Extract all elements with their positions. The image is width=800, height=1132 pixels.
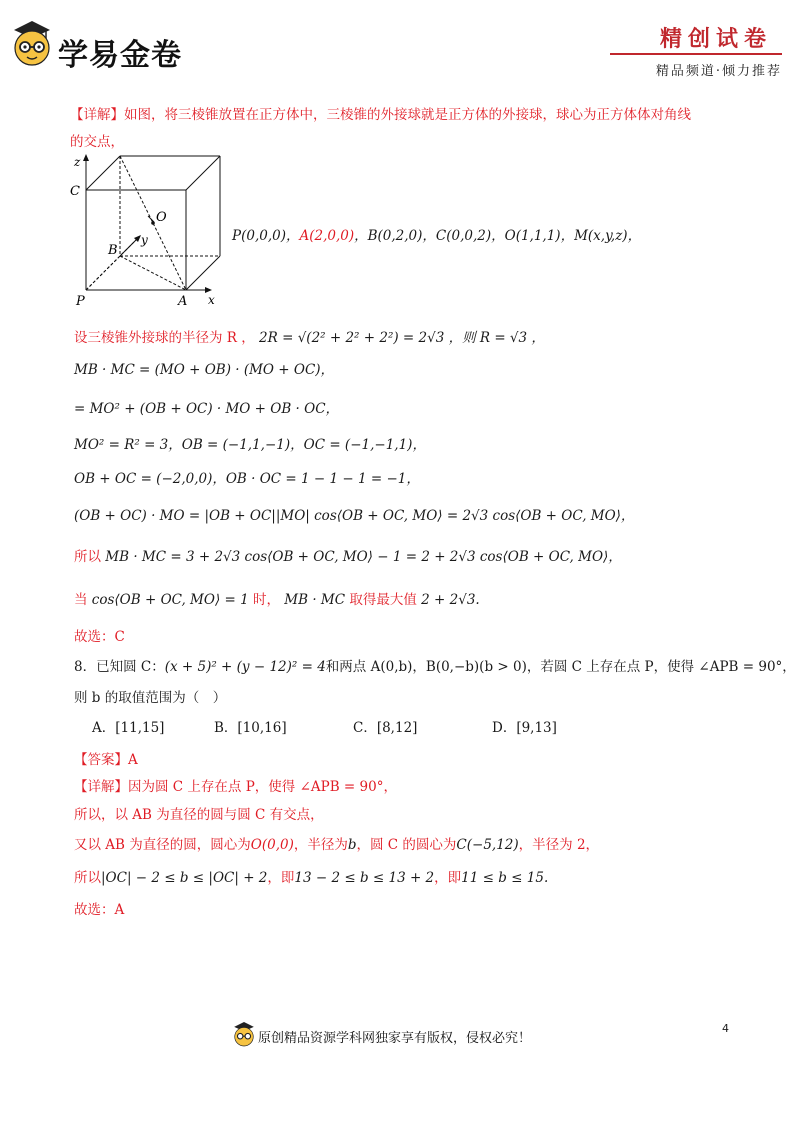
detail-2-line-2: 所以，以 AB 为直径的圆与圆 C 有交点， <box>74 807 324 823</box>
label-b: B <box>108 243 118 258</box>
q8-circle-eq: (x + 5)² + (y − 12)² = 4 <box>164 659 326 675</box>
eq10-math2: MB · MC <box>284 592 346 608</box>
d4-e: ，即 <box>434 870 462 886</box>
d3-f: C(−5,12) <box>456 837 519 853</box>
eq-line-7: OB + OC = (−2,0,0)，OB · OC = 1 − 1 − 1 = −1， <box>74 471 420 487</box>
choice-c-line: 故选：C <box>74 629 125 645</box>
option-a: A．[11,15] <box>92 720 165 736</box>
d4-c: ，即 <box>267 870 295 886</box>
d4-a: 所以 <box>74 870 101 886</box>
detail-2-line-1 <box>74 775 397 795</box>
radius-math: 2R = √(2² + 2² + 2²) = 2√3 ，则 R = √3 ， <box>259 330 545 346</box>
eq-line-5: = MO² + (OB + OC) · MO + OB · OC， <box>74 401 340 417</box>
d3-b: O(0,0) <box>250 837 294 853</box>
page-number: 4 <box>722 1022 729 1035</box>
eq10-val: 2 + 2√3. <box>421 592 480 608</box>
option-b: B．[10,16] <box>214 720 287 736</box>
option-d: D．[9,13] <box>492 720 557 736</box>
footer-copyright: 原创精品资源学科网独家享有版权，侵权必究！ <box>258 1031 532 1046</box>
detail-2-line-4 <box>74 866 548 886</box>
eq-line-8: (OB + OC) · MO = |OB + OC||MO| cos⟨OB + OC, MO⟩ = 2√3 cos⟨OB + OC, MO⟩， <box>74 508 635 524</box>
eq9-math: MB · MC = 3 + 2√3 cos⟨OB + OC, MO⟩ − 1 = 2 + 2√3 cos⟨OB + OC, MO⟩， <box>105 549 622 565</box>
brand-subtitle: 精品频道·倾力推荐 <box>655 64 782 79</box>
cube-figure <box>68 152 228 310</box>
d4-b: |OC| − 2 ≤ b ≤ |OC| + 2 <box>101 870 268 886</box>
brand-divider <box>610 53 782 55</box>
question-8 <box>74 655 796 675</box>
eq9-prefix: 所以 <box>74 549 101 565</box>
option-c: C．[8,12] <box>353 720 418 736</box>
detail-2-tag: 【详解】 <box>74 779 128 795</box>
points-line <box>232 224 641 244</box>
detail-2-line-3 <box>74 833 599 853</box>
label-p: P <box>76 294 85 309</box>
eq10-suffix: 取得最大值 <box>349 592 417 608</box>
point-p: P(0,0,0)， <box>232 228 300 244</box>
radius-line <box>74 326 545 346</box>
q8-number: 8．已知圆 C： <box>74 659 165 675</box>
logo-mascot-icon <box>10 18 54 68</box>
label-a: A <box>178 294 188 309</box>
eq-line-9 <box>74 545 622 565</box>
footer-mascot-icon <box>232 1020 256 1048</box>
detail-line-1 <box>70 103 691 123</box>
eq10-math: cos⟨OB + OC, MO⟩ = 1 <box>91 592 249 608</box>
detail-2-text: 因为圆 C 上存在点 P，使得 ∠APB = 90°， <box>128 779 397 795</box>
eq10-prefix: 当 <box>74 592 88 608</box>
eq10-mid: 时， <box>253 592 280 608</box>
d4-f: 11 ≤ b ≤ 15. <box>461 870 549 886</box>
d3-d: b <box>347 837 357 853</box>
d3-g: ，半径为 2， <box>518 837 600 853</box>
radius-text: 设三棱锥外接球的半径为 R ， <box>74 330 255 346</box>
eq-line-4: MB · MC = (MO + OB) · (MO + OC)， <box>74 362 335 378</box>
answer-line: 【答案】A <box>74 752 138 768</box>
eq-line-10 <box>74 588 480 608</box>
label-c: C <box>70 184 80 199</box>
point-a: A(2,0,0) <box>299 228 355 244</box>
detail-text: 如图，将三棱锥放置在正方体中，三棱锥的外接球就是正方体的外接球，球心为正方体体对角线 <box>124 107 691 123</box>
brand-title: 精创试卷 <box>659 26 772 52</box>
label-o: O <box>156 210 167 225</box>
d3-c: ，半径为 <box>293 837 348 853</box>
points-rest: ，B(0,2,0)，C(0,0,2)，O(1,1,1)，M(x,y,z)， <box>354 228 642 244</box>
label-y: y <box>141 233 148 247</box>
d3-a: 又以 AB 为直径的圆，圆心为 <box>74 837 251 853</box>
logo-text: 学易金卷 <box>58 38 182 73</box>
question-8-line-2: 则 b 的取值范围为（ ） <box>74 690 227 706</box>
detail-tag: 【详解】 <box>70 107 124 123</box>
d3-e: ，圆 C 的圆心为 <box>356 837 457 853</box>
q8-rest: 和两点 A(0,b)，B(0,−b)(b > 0)，若圆 C 上存在点 P，使得 ∠APB = 90°， <box>325 659 796 675</box>
d4-d: 13 − 2 ≤ b ≤ 13 + 2 <box>294 870 435 886</box>
choice-a-line: 故选：A <box>74 902 125 918</box>
label-x: x <box>208 293 215 307</box>
page-header <box>0 0 800 90</box>
eq-line-6: MO² = R² = 3，OB = (−1,1,−1)，OC = (−1,−1,1)， <box>74 437 426 453</box>
detail-line-2: 的交点， <box>70 134 124 150</box>
label-z: z <box>74 155 81 169</box>
